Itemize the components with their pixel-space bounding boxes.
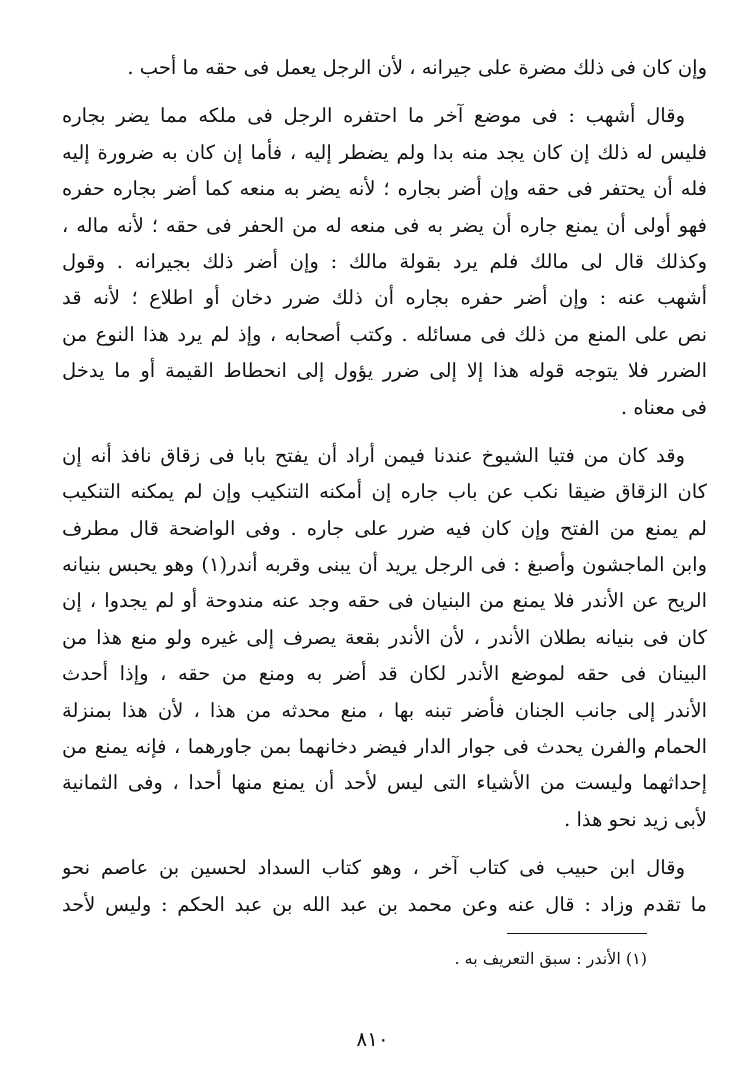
text-line: الأندر إلى جانب الجنان فأضر تبنه بها ، منع محدثه من هذا ، لأن هذا بمنزلة bbox=[62, 698, 707, 722]
text-line: فهو أولى أن يمنع جاره أن يضر به فى منعه له من الحفر فى حقه ؛ لأنه ماله ، bbox=[62, 213, 707, 237]
text-line: نص على المنع من ذلك فى مسائله . وكتب أصحابه ، وإذ لم يرد هذا النوع من bbox=[62, 322, 707, 346]
paragraph bbox=[62, 50, 707, 86]
text-line: وكذلك قال لى مالك فلم يرد بقولة مالك : وإن أضر ذلك بجيرانه . وقول bbox=[62, 249, 707, 273]
paragraph bbox=[62, 438, 707, 838]
text-line: البينان فى حقه لموضع الأندر لكان قد أضر به ومنع من حقه ، وإذا أحدث bbox=[62, 662, 707, 686]
paragraph bbox=[62, 98, 707, 426]
text-line: لأبى زيد نحو هذا . bbox=[564, 807, 707, 831]
text-line: كان فى بنيانه بطلان الأندر ، لأن الأندر بقعة يصرف إلى غيره ولو منع هذا من bbox=[62, 625, 707, 649]
text-line: فله أن يحتفر فى حقه وإن أضر بجاره ؛ لأنه يضر به منعه كما أضر بجاره حفره bbox=[62, 177, 707, 201]
text-line: كان الزقاق ضيقا نكب عن باب جاره إن أمكنه التنكيب وإن لم يمكنه التنكيب bbox=[62, 480, 707, 504]
text-line: إحداثهما وليست من الأشياء التى ليس لأحد أن يمنع منها أحدا ، وفى الثمانية bbox=[62, 771, 707, 795]
text-line: الريح عن الأندر فلا يمنع من البنيان فى حقه وجد عنه مندوحة أو لم يجدوا ، إن bbox=[62, 589, 707, 613]
text-line: الحمام والفرن يحدث فى جوار الدار فيضر دخانهما بمن جاورهما ، فإنه يمنع من bbox=[62, 735, 707, 759]
text-line: وابن الماجشون وأصبغ : فى الرجل يريد أن يبنى وقربه أندر(١) وهو يحبس بنيانه bbox=[62, 553, 707, 577]
text-line: لم يمنع من الفتح وإن كان فيه ضرر على جاره . وفى الواضحة قال مطرف bbox=[62, 516, 707, 540]
page-number: ٨١٠ bbox=[356, 1027, 389, 1051]
text-line: ما تقدم وزاد : قال عنه وعن محمد بن عبد الله بن عبد الحكم : وليس لأحد bbox=[62, 892, 707, 916]
footnote-divider bbox=[507, 933, 647, 934]
text-line: وقال ابن حبيب فى كتاب آخر ، وهو كتاب السداد لحسين بن عاصم نحو bbox=[62, 856, 685, 880]
paragraph bbox=[62, 850, 707, 923]
text-line: وإن كان فى ذلك مضرة على جيرانه ، لأن الرجل يعمل فى حقه ما أحب . bbox=[127, 56, 707, 79]
text-line: الضرر فلا يتوجه قوله هذا إلا إلى ضرر يؤول إلى انحطاط القيمة أو ما يدخل bbox=[62, 359, 707, 383]
page-body bbox=[62, 50, 707, 923]
text-line: فليس له ذلك إن كان يجد منه بدا ولم يضطر إليه ، فأما إن كان به ضرورة إليه bbox=[62, 140, 707, 164]
text-line: وقال أشهب : فى موضع آخر ما احتفره الرجل فى ملكه مما يضر بجاره bbox=[62, 104, 685, 128]
footnote: (١) الأندر : سبق التعريف به . bbox=[454, 949, 647, 968]
text-line: وقد كان من فتيا الشيوخ عندنا فيمن أراد أن يفتح بابا فى زقاق نافذ أنه إن bbox=[62, 443, 685, 467]
text-line: فى معناه . bbox=[620, 395, 707, 419]
text-line: أشهب عنه : وإن أضر حفره بجاره أن ذلك ضرر دخان أو اطلاع ؛ لأنه قد bbox=[62, 286, 707, 310]
